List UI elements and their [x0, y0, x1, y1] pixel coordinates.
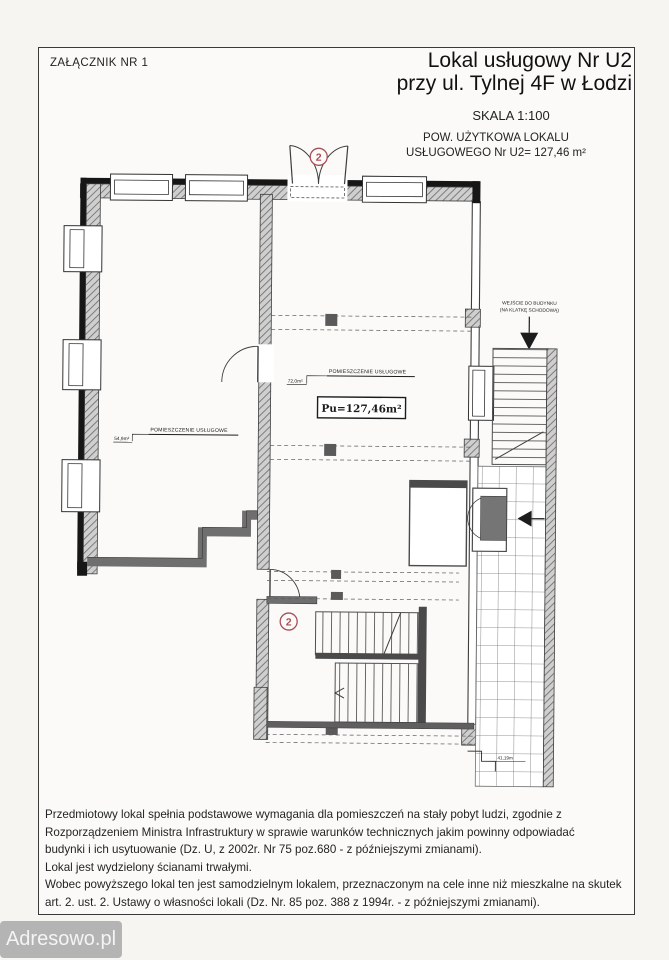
- svg-text:WEJŚCIE DO BUDYNKU: WEJŚCIE DO BUDYNKU: [502, 301, 557, 307]
- usable-area-line-1: POW. UŻYTKOWA LOKALU: [423, 132, 569, 144]
- svg-text:POMIESZCZENIE USŁUGOWE: POMIESZCZENIE USŁUGOWE: [150, 427, 228, 435]
- svg-text:2: 2: [315, 151, 322, 164]
- window-left-1: [64, 226, 102, 272]
- svg-text:72,0m²: 72,0m²: [287, 379, 303, 385]
- attachment-label: ZAŁĄCZNIK NR 1: [50, 57, 149, 69]
- external-staircase: [492, 348, 547, 464]
- window-top-1: [110, 174, 172, 201]
- note-line: Przedmiotowy lokal spełnia podstawowe wymagania dla pomieszczeń na stały pobyt ludzi, zgodnie z: [45, 808, 562, 821]
- title-line-2: przy ul. Tylnej 4F w Łodzi: [396, 72, 632, 95]
- interior-wall: [219, 194, 321, 740]
- svg-text:POMIESZCZENIE USŁUGOWE: POMIESZCZENIE USŁUGOWE: [328, 368, 407, 376]
- note-line: art. 2. ust. 2. Ustawy o własności lokali (Dz. Nr. 85 poz. 388 z 1994r. - z późniejszymi zmianami).: [45, 895, 540, 909]
- note-line: Lokal jest wydzielony ścianami trwałymi.: [45, 860, 252, 874]
- svg-text:(NA KLATKĘ SCHODOWĄ): (NA KLATKĘ SCHODOWĄ): [499, 308, 559, 314]
- window-left-2: [63, 340, 101, 390]
- room-right-label: [287, 369, 415, 386]
- document-title: [280, 49, 632, 95]
- window-left-3: [62, 460, 100, 512]
- top-exterior-wall: [80, 144, 479, 203]
- floor-plan-drawing: [37, 137, 643, 802]
- note-line: budynki i ich usytuowanie (Dz. U, z 2002r. Nr 75 poz.680 - z późniejszymi zmianami).: [45, 843, 482, 856]
- total-area-box: [317, 397, 405, 419]
- vestibule-box: [409, 481, 467, 566]
- left-exterior-wall: [61, 178, 102, 576]
- usable-area-line-2: USŁUGOWEGO Nr U2= 127,46 m²: [406, 146, 586, 159]
- note-line: Wobec powyższego lokal ten jest samodzielnym lokalem, przeznaczonym na cele inne niż mieszkalne na skutek: [45, 878, 622, 891]
- marker-2-bottom: [280, 613, 297, 630]
- room-left-label: [113, 427, 238, 443]
- marker-2-top: [310, 148, 327, 165]
- note-line: Rozporządzeniem Ministra Infrastruktury w sprawie warunków technicznych jakim powinny odpowiadać: [45, 825, 575, 839]
- watermark-badge: [0, 921, 122, 958]
- title-line-1: Lokal usługowy Nr U2: [427, 49, 632, 72]
- scale-label: SKALA 1:100: [472, 108, 550, 123]
- entrance-note: [500, 298, 560, 350]
- interior-door-1: [222, 344, 274, 382]
- left-room-bottom-wall: [87, 509, 260, 563]
- window-top-3: [362, 176, 426, 203]
- watermark-text: Adresowo.pl: [5, 928, 117, 950]
- legal-notes: [45, 806, 627, 911]
- window-right: [468, 366, 493, 420]
- svg-text:54,9m²: 54,9m²: [114, 437, 130, 443]
- window-top-2: [185, 175, 247, 202]
- svg-text:2: 2: [285, 616, 292, 629]
- svg-text:41,19m: 41,19m: [497, 755, 513, 761]
- svg-text:Pu=127,46m²: Pu=127,46m²: [321, 402, 402, 416]
- entrance-arrow-icon: [520, 333, 538, 350]
